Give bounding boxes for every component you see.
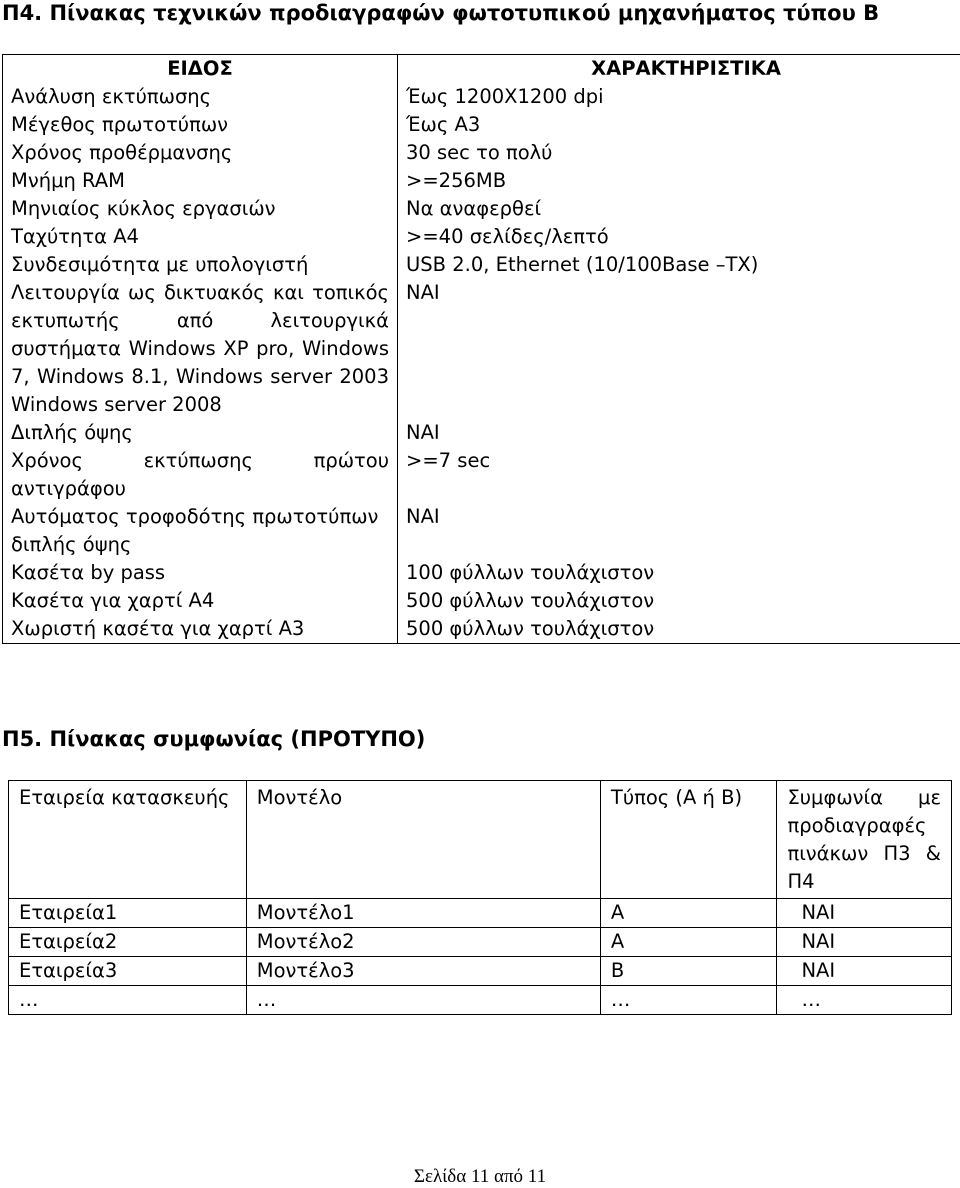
- spec-row: [3, 111, 960, 139]
- spec-item: Συνδεσιμότητα με υπολογιστή: [3, 251, 398, 279]
- table-row: [9, 928, 952, 957]
- compliance-table: [8, 780, 952, 1015]
- spec-item: Χωριστή κασέτα για χαρτί Α3: [3, 615, 398, 644]
- spec-table-heading: Π4. Πίνακας τεχνικών προδιαγραφών φωτοτυπικού μηχανήματος τύπου Β: [2, 1, 880, 25]
- table-row: [9, 899, 952, 928]
- spec-item: Χρόνος προθέρμανσης: [3, 139, 398, 167]
- table-row: [9, 957, 952, 986]
- spec-row: [3, 167, 960, 195]
- compliance-table-header: [9, 781, 952, 899]
- column-header-type: Τύπος (Α ή Β): [600, 781, 777, 899]
- spec-value: Έως 1200Χ1200 dpi: [398, 83, 960, 111]
- spec-table: [2, 54, 960, 644]
- column-header-manufacturer: Εταιρεία κατασκευής: [9, 781, 247, 899]
- spec-row: [3, 83, 960, 111]
- spec-value: >=256MB: [398, 167, 960, 195]
- column-header-model: Μοντέλο: [246, 781, 600, 899]
- spec-row: [3, 419, 960, 447]
- spec-table-header: [3, 55, 960, 84]
- page-number: Σελίδα 11 από 11: [413, 1166, 547, 1187]
- model-cell: Μοντέλο2: [246, 928, 600, 957]
- spec-item: Χρόνος εκτύπωσης πρώτου αντιγράφου: [3, 447, 398, 503]
- spec-item: Μηνιαίος κύκλος εργασιών: [3, 195, 398, 223]
- compliance-cell: ΝΑΙ: [777, 957, 952, 986]
- manufacturer-cell: Εταιρεία2: [9, 928, 247, 957]
- spec-value: Να αναφερθεί: [398, 195, 960, 223]
- spec-row: [3, 559, 960, 587]
- spec-row: [3, 223, 960, 251]
- table-row: [9, 986, 952, 1015]
- model-cell: …: [246, 986, 600, 1015]
- compliance-cell: …: [777, 986, 952, 1015]
- model-cell: Μοντέλο1: [246, 899, 600, 928]
- spec-item: Κασέτα για χαρτί Α4: [3, 587, 398, 615]
- type-cell: …: [600, 986, 777, 1015]
- manufacturer-cell: …: [9, 986, 247, 1015]
- spec-value: ΝΑΙ: [398, 419, 960, 447]
- spec-row: [3, 195, 960, 223]
- spec-value: 500 φύλλων τουλάχιστον: [398, 587, 960, 615]
- manufacturer-cell: Εταιρεία1: [9, 899, 247, 928]
- spec-row: [3, 139, 960, 167]
- spec-item: Κασέτα by pass: [3, 559, 398, 587]
- type-cell: Α: [600, 928, 777, 957]
- spec-row: [3, 279, 960, 419]
- spec-item: Ανάλυση εκτύπωσης: [3, 83, 398, 111]
- spec-row: [3, 447, 960, 503]
- spec-value: Έως Α3: [398, 111, 960, 139]
- spec-row: [3, 615, 960, 644]
- spec-value: USB 2.0, Ethernet (10/100Base –TX): [398, 251, 960, 279]
- spec-value: 30 sec το πολύ: [398, 139, 960, 167]
- manufacturer-cell: Εταιρεία3: [9, 957, 247, 986]
- spec-item: Αυτόματος τροφοδότης πρωτοτύπων διπλής όψης: [3, 503, 398, 559]
- spec-item: Διπλής όψης: [3, 419, 398, 447]
- spec-value: >=7 sec: [398, 447, 960, 503]
- spec-header-item: ΕΙΔΟΣ: [3, 55, 398, 84]
- compliance-cell: ΝΑΙ: [777, 928, 952, 957]
- type-cell: Α: [600, 899, 777, 928]
- spec-value: 100 φύλλων τουλάχιστον: [398, 559, 960, 587]
- column-header-compliance: Συμφωνία με προδιαγραφές πινάκων Π3 & Π4: [777, 781, 952, 899]
- spec-item: Λειτουργία ως δικτυακός και τοπικός εκτυπωτής από λειτουργικά συστήματα Windows XP pro, Windows 7, Windows 8.1, Windows server 2003 Windows server 2008: [3, 279, 398, 419]
- spec-item: Μνήμη RAM: [3, 167, 398, 195]
- spec-value: >=40 σελίδες/λεπτό: [398, 223, 960, 251]
- spec-value: ΝΑΙ: [398, 503, 960, 559]
- spec-value: 500 φύλλων τουλάχιστον: [398, 615, 960, 644]
- compliance-cell: ΝΑΙ: [777, 899, 952, 928]
- spec-row: [3, 587, 960, 615]
- type-cell: Β: [600, 957, 777, 986]
- spec-row: [3, 251, 960, 279]
- spec-header-value: ΧΑΡΑΚΤΗΡΙΣΤΙΚΑ: [398, 55, 960, 84]
- spec-row: [3, 503, 960, 559]
- spec-value: ΝΑΙ: [398, 279, 960, 419]
- spec-item: Μέγεθος πρωτοτύπων: [3, 111, 398, 139]
- compliance-table-heading: Π5. Πίνακας συμφωνίας (ΠΡΟΤΥΠΟ): [2, 727, 426, 751]
- spec-item: Ταχύτητα Α4: [3, 223, 398, 251]
- model-cell: Μοντέλο3: [246, 957, 600, 986]
